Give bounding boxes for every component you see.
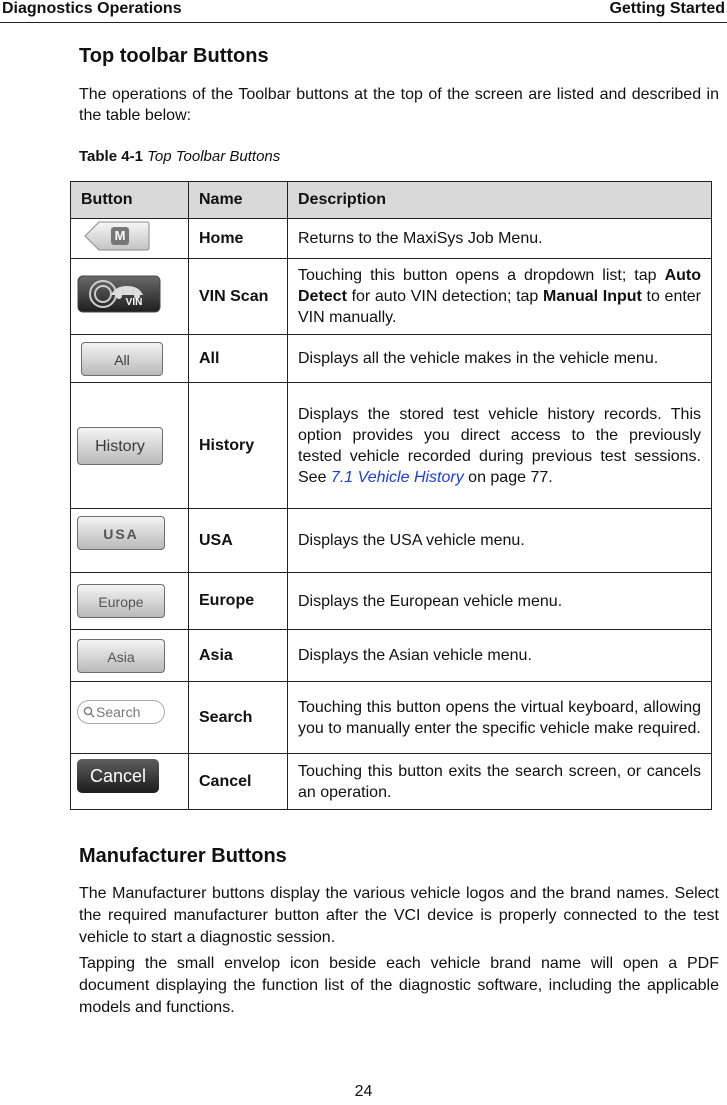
button-cell xyxy=(71,573,189,630)
europe-button-icon: Europe xyxy=(77,584,165,618)
table-header-row xyxy=(71,182,712,219)
name-cell: Europe xyxy=(189,573,288,630)
toolbar-intro: The operations of the Toolbar buttons at the top of the screen are listed and described in the table below: xyxy=(79,86,719,124)
manufacturer-para-2: Tapping the small envelop icon beside each vehicle brand name will open a PDF document displaying the function list of the diagnostic software, including the applicable models and functions. xyxy=(79,955,719,1016)
button-cell xyxy=(71,383,189,509)
search-field-icon xyxy=(77,700,165,724)
name-cell: Search xyxy=(189,682,288,754)
vehicle-history-link[interactable]: 7.1 Vehicle History xyxy=(330,468,464,486)
table-row xyxy=(71,335,712,383)
page-number: 24 xyxy=(354,1083,373,1100)
desc-text: Touching this button opens a dropdown list; tap xyxy=(298,267,665,284)
button-cell xyxy=(71,754,189,810)
section-title-toolbar: Top toolbar Buttons xyxy=(79,45,269,67)
manufacturer-para-1: The Manufacturer buttons display the various vehicle logos and the brand names. Select the required manufacturer button after the VCI device is properly connected to the test vehicle to start a diagnostic session. xyxy=(79,885,719,946)
name-cell: Home xyxy=(189,219,288,259)
name-cell: Cancel xyxy=(189,754,288,810)
button-cell xyxy=(71,335,189,383)
caption-title: Top Toolbar Buttons xyxy=(147,148,281,165)
table-row xyxy=(71,259,712,335)
table-row xyxy=(71,630,712,682)
table-row xyxy=(71,383,712,509)
desc-cell: Touching this button exits the search screen, or cancels an operation. xyxy=(288,754,712,810)
table-row xyxy=(71,754,712,810)
vin-scan-icon xyxy=(77,275,161,313)
button-cell xyxy=(71,259,189,335)
toolbar-buttons-table xyxy=(70,181,712,810)
cancel-button-icon: Cancel xyxy=(77,759,159,793)
col-header-description: Description xyxy=(288,182,712,219)
button-cell xyxy=(71,219,189,259)
table-caption xyxy=(79,148,280,165)
col-header-button: Button xyxy=(71,182,189,219)
auto-detect-term: Auto Detect xyxy=(298,267,701,305)
col-header-name: Name xyxy=(189,182,288,219)
table-row xyxy=(71,573,712,630)
button-cell xyxy=(71,630,189,682)
home-icon xyxy=(83,220,151,252)
desc-cell xyxy=(288,383,712,509)
button-cell xyxy=(71,682,189,754)
name-cell: History xyxy=(189,383,288,509)
table-row xyxy=(71,219,712,259)
all-button-icon: All xyxy=(81,342,163,376)
manual-input-term: Manual Input xyxy=(543,288,642,305)
usa-button-icon: USA xyxy=(77,516,165,550)
history-button-icon: History xyxy=(77,427,163,465)
page-header xyxy=(0,0,727,23)
desc-text: to enter VIN manually. xyxy=(298,288,702,326)
desc-cell: Displays all the vehicle makes in the vehicle menu. xyxy=(288,335,712,383)
caption-label: Table 4-1 xyxy=(79,148,143,165)
table-row xyxy=(71,682,712,754)
desc-cell: Displays the European vehicle menu. xyxy=(288,573,712,630)
desc-text: for auto VIN detection; tap xyxy=(346,288,543,305)
desc-text: on page 77. xyxy=(463,468,553,486)
name-cell: USA xyxy=(189,509,288,573)
vin-icon-text: VIN xyxy=(125,297,143,308)
search-placeholder: Search xyxy=(96,703,141,720)
desc-cell: Touching this button opens the virtual keyboard, allowing you to manually enter the specific vehicle make required. xyxy=(288,682,712,754)
name-cell: VIN Scan xyxy=(189,259,288,335)
desc-cell xyxy=(288,259,712,335)
magnifier-icon xyxy=(83,706,95,718)
home-icon-letter: M xyxy=(114,228,126,243)
desc-cell: Displays the USA vehicle menu. xyxy=(288,509,712,573)
desc-text: Displays the stored test vehicle history records. This option provides you direct access to the previously tested vehicle recorded during previous test sessions. See xyxy=(298,405,701,486)
desc-cell: Displays the Asian vehicle menu. xyxy=(288,630,712,682)
header-section: Getting Started xyxy=(609,0,725,17)
button-cell xyxy=(71,509,189,573)
header-chapter: Diagnostics Operations xyxy=(2,0,182,17)
table-row xyxy=(71,509,712,573)
name-cell: All xyxy=(189,335,288,383)
section-title-manufacturer: Manufacturer Buttons xyxy=(79,845,287,867)
asia-button-icon: Asia xyxy=(77,639,165,673)
desc-cell: Returns to the MaxiSys Job Menu. xyxy=(288,219,712,259)
name-cell: Asia xyxy=(189,630,288,682)
